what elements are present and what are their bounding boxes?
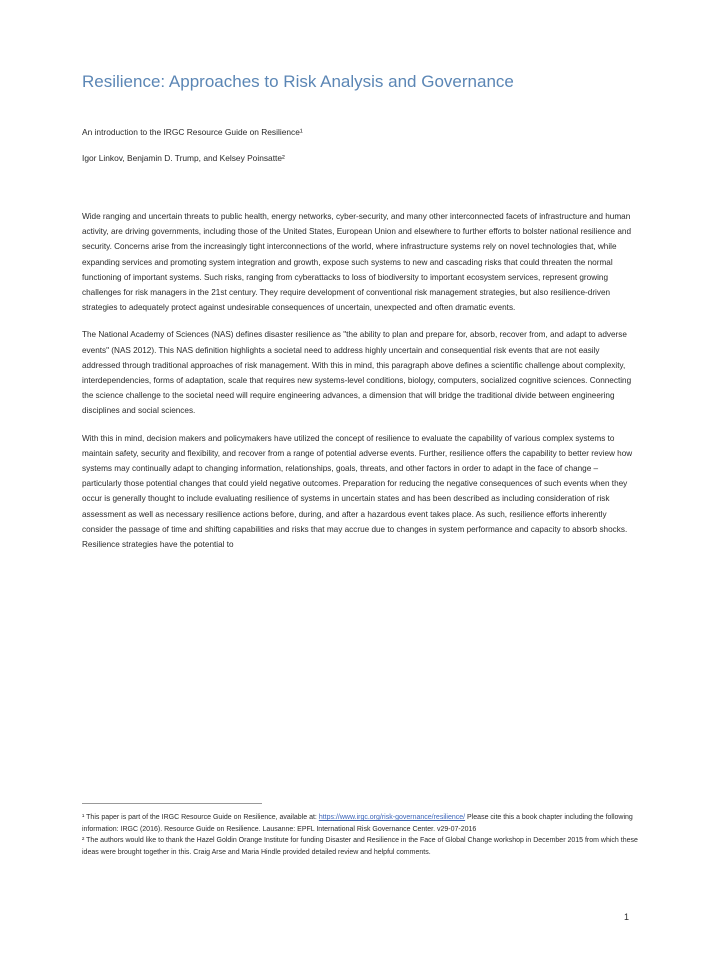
paragraph: Wide ranging and uncertain threats to public health, energy networks, cyber-security, and many other interconnected facets of infrastructure and human activity, are driving governments, including those of the United States, European Union and elsewhere to further efforts to bolster national resilience and security. Concerns arise from the increasingly tight interconnections of the world, where infrastructure systems rely on novel technologies that, while expanding services and promoting system integration and growth, expose such systems to new and cascading risks that could threaten the normal functioning of important systems. Such risks, ranging from cyberattacks to loss of biodiversity to important ecosystem services, represent growing challenges for risk managers in the 21st century. They require development of conventional risk management strategies, but also resilience-driven strategies to adequately protect against undesirable consequences of uncertain, unexpected and often dramatic events. [82,212,632,313]
footnote-divider [82,803,262,804]
page-number: 1 [624,912,630,922]
author-line: Igor Linkov, Benjamin D. Trump, and Kelsey Poinsatte² [82,153,285,163]
footnotes [82,812,638,858]
document-title: Resilience: Approaches to Risk Analysis and Governance [82,72,514,91]
footnote-2: ² The authors would like to thank the Hazel Goldin Orange Institute for funding Disaster and Resilience in the Face of Global Change workshop in December 2015 from which these ideas were brought together in this. Craig Arse and Maria Hindle provided detailed review and helpful comments. [82,837,638,856]
body-text [82,209,638,564]
paragraph: With this in mind, decision makers and policymakers have utilized the concept of resilience to evaluate the capability of various complex systems to maintain safety, security and flexibility, and recover from a range of potential adverse events. Further, resilience offers the capability to better review how systems may continually adapt to changing information, relationships, goals, threats, and other factors in order to adapt in the face of change – particularly those potential changes that could yield negative outcomes. Preparation for reducing the negative consequences of such events when they occur is generally thought to include evaluating resilience of systems in uncertain states and has been described as including consideration of risk assessment as well as necessary resilience actions before, during, and after a hazardous event takes place. As such, resilience efforts inherently consider the passage of time and shifting capabilities and risks that may accrue due to changes in system performance and capacity to absorb shocks. Resilience strategies have the potential to [82,433,633,550]
footnote-1-citation: Please cite this a book chapter including the following information: IRGC (2016). Resource Guide on Resilience. Lausanne: EPFL International Risk Governance Center. v29-07-2016 [82,814,633,833]
document-subtitle: An introduction to the IRGC Resource Guide on Resilience¹ [82,127,303,137]
paragraph: The National Academy of Sciences (NAS) defines disaster resilience as "the ability to plan and prepare for, absorb, recover from, and adapt to adverse events" (NAS 2012). This NAS definition highlights a societal need to address highly uncertain and consequential risk events that are not easily addressed through traditional approaches of risk management. With this in mind, this paragraph above defines a scientific challenge about complexity, interdependencies, forms of adaptation, scale that requires new systems-level conditions, biology, computers, socialized cognitive sciences. Connecting the science challenge to the societal need will require engineering advances, a dimension that will bridge the traditional divide between engineering disciplines and social sciences. [82,330,632,416]
footnote-1 [82,812,638,835]
footnote-1-link[interactable]: https://www.irgc.org/risk-governance/resilience/ [318,814,466,821]
footnote-1-text: ¹ This paper is part of the IRGC Resource Guide on Resilience, available at: [82,814,319,821]
